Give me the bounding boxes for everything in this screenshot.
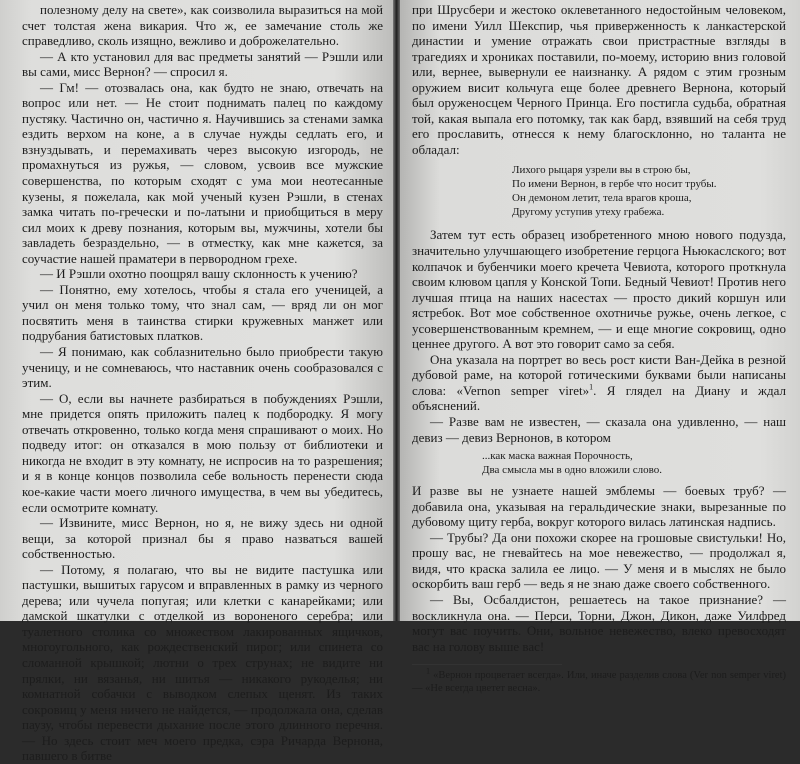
footnote-separator — [412, 664, 562, 665]
verse-line: ...как маска важная Порочность, — [482, 450, 633, 463]
left-paragraph-4: — И Рэшли охотно поощрял вашу склонность к учению? — [40, 266, 358, 282]
right-paragraph-7: — Вы, Осбалдистон, решаетесь на такое признание? — воскликнула она. — Перси, Торни, Джон, Дикон, даже Уилфред могут вас поучить. Они, вольное невежество, влеко превосходят вас на голову выше вас! — [412, 591, 786, 654]
right-paragraph-3 — [412, 352, 786, 414]
left-paragraph-6: — Я понимаю, как соблазнительно было приобрести такую ученицу, и не сомневаюсь, что наставник очень сообразовался с этим. — [22, 344, 383, 391]
right-page — [400, 0, 800, 695]
right-paragraph-1: при Шрусбери и жестоко оклеветанного недостойным человеком, по имени Уилл Шекспир, чья приверженность к ланкастерской династии и умение отражать свои пристрастные взгляды в трагедиях и хрониках поставили, по-моему, историю вниз головой или, вернее, вывернули ее наизнанку. А рядом с этим грозным оружием висит кольчуга еще более древнего Вернона, который был оруженосцем Черного Принца. Его постигла судьба, обратная той, какая выпала его потомку, так как бард, взявший на себя труд его прославить, отнесся к нему благосклонно, но таланта не обладал: — [412, 2, 786, 157]
verse-line: Два смысла мы в одно вложили слово. — [482, 464, 663, 477]
left-page — [0, 0, 393, 764]
verse-line: Лихого рыцаря узрели вы в строю бы, — [512, 164, 691, 177]
right-paragraph-2: Затем тут есть образец изобретенного мною нового подузда, значительно улучшающего изобретение герцога Ньюкаслского; вот колпачок и бубенчики моего кречета Чевиота, которого проткнула своим клювом цапля у Конской Топи. Бедный Чевиот! Против него лучшая птица на наших насестах — просто дикий коршун или ястребок. Вот мое собственное охотничье ружье, очень легкое, с усовершенствованным кремнем, — и еще многие сокровищ, одно ценнее другого. А вот это говорит само за себя. — [412, 227, 786, 352]
right-paragraph-4: — Разве вам не известен, — сказала она удивленно, — наш девиз — девиз Вернонов, в котором — [412, 414, 786, 445]
left-paragraph-2: — А кто установил для вас предметы занятий — Рэшли или вы сами, мисс Вернон? — спросил я. — [22, 48, 383, 80]
footnote — [412, 666, 787, 695]
verse-line: Он демоном летит, тела врагов кроша, — [512, 192, 692, 205]
left-paragraph-3: — Гм! — отозвалась она, как будто не знаю, отвечать на вопрос или нет. — Не стоит поднимать палец по каждому пустяку. Частично он, частично я. Научившись за стенами замка ездить верхом на коне, а в случае нужды седлать его, и взнуздывать, и перемахивать через высокую изгородь, не промахнуться из ружья, — словом, усвоив все мужские совершенства, по которым сходят с ума мои неотесанные кузены, я пожелала, как мой ученый кузен Рэшли, в стенах замка читать по-гречески и по-латыни и приобщиться в меру сил моих к древу познания, которым вы, мужчины, хотели бы завладеть безраздельно, — в отместку, как мне кажется, за соучастие нашей праматери в первородном грехе. — [22, 79, 383, 266]
right-paragraph-5: И разве вы не узнаете нашей эмблемы — боевых труб? — добавила она, указывая на геральдические знаки, вырезанные по дубовому щиту герба, вокруг которого вилась латинская надпись. — [412, 483, 786, 530]
paragraph-3-text: Она указала на портрет во весь рост кисти Ван-Дейка в резной дубовой раме, на которой готическими буквами были написаны слова: «Vernon semper viret» — [412, 351, 786, 398]
verse-quote-1 — [512, 163, 786, 219]
left-paragraph-7: — О, если вы начнете разбираться в побуждениях Рэшли, мне придется опять приложить палец к подбородку. Я могу отвечать откровенно, только когда меня спрашивают о моих. Но подведу итог: он отказался в мою пользу от библиотеки и никогда не входит в эту комнату, не испросив на то разрешения; и я в конце концов позволила себе вольность перенести сюда кое-какие части моего личного имущества, в чем вы убедитесь, если осмотрите комнату. — [22, 390, 383, 515]
left-paragraph-1: полезному делу на свете», как соизволила выразиться на мой счет толстая жена викария. Что ж, ее замечание столь же справедливо, сколь изящно, вежливо и доброжелательно. — [22, 2, 383, 49]
footnote-marker: 1 — [589, 382, 594, 392]
left-paragraph-5: — Понятно, ему хотелось, чтобы я стала его ученицей, а учил он меня только тому, что знал сам, — вряд ли он мог посвятить меня в таинства стирки кружевных манжет или подрубания батистовых платков. — [22, 281, 383, 344]
verse-quote-2 — [482, 449, 786, 477]
verse-line: Другому уступив утеху грабежа. — [512, 206, 665, 219]
right-paragraph-6: — Трубы? Да они похожи скорее на грошовые свистульки! Но, прошу вас, не гневайтесь на мое невежество, — продолжал я, видя, что краска залила ее лицо. — У меня и в мыслях не было оскорбить ваш герб — ведь я не знаю даже своего собственного. — [412, 529, 786, 592]
verse-line: По имени Вернон, в гербе что носит трубы. — [512, 178, 717, 191]
paragraph-3-tail: . Я глядел на Диану и ждал объяснений. — [412, 382, 787, 414]
book-gutter — [393, 0, 400, 621]
footnote-number: 1 — [426, 666, 430, 676]
left-paragraph-9: — Потому, я полагаю, что вы не видите пастушка или пастушки, вышитых гарусом и вправленных в рамку из черного дерева; или чучела попугая; или клетки с канарейками; или дамской шкатулки с отделкой из вороненого серебра; или туалетного столика со множеством лакированных ящичков, многоугольного, как рождественский пирог; или спинета со сломанной крышкой; лютни о трех струнах; не видите ни прялки, ни вязанья, ни шитья — никакого рукоделья; ни комнатной собачки с выводком слепых щенят. Из таких сокровищ у меня ничего не найдется, — продолжала она, сделав паузу, чтобы перевести дыхание после этого длинного перечня. — Но здесь стоит меч моего предка, сэра Ричарда Вернона, павшего в битве — [22, 561, 383, 764]
left-paragraph-8: — Извините, мисс Вернон, но я, не вижу здесь ни одной вещи, за которой признал бы я право назваться вашей собственностью. — [22, 515, 383, 562]
footnote-text: «Вернон процветает всегда». Или, иначе разделив слова (Ver non semper viret) — «Не всегда цветет весна». — [412, 670, 787, 695]
